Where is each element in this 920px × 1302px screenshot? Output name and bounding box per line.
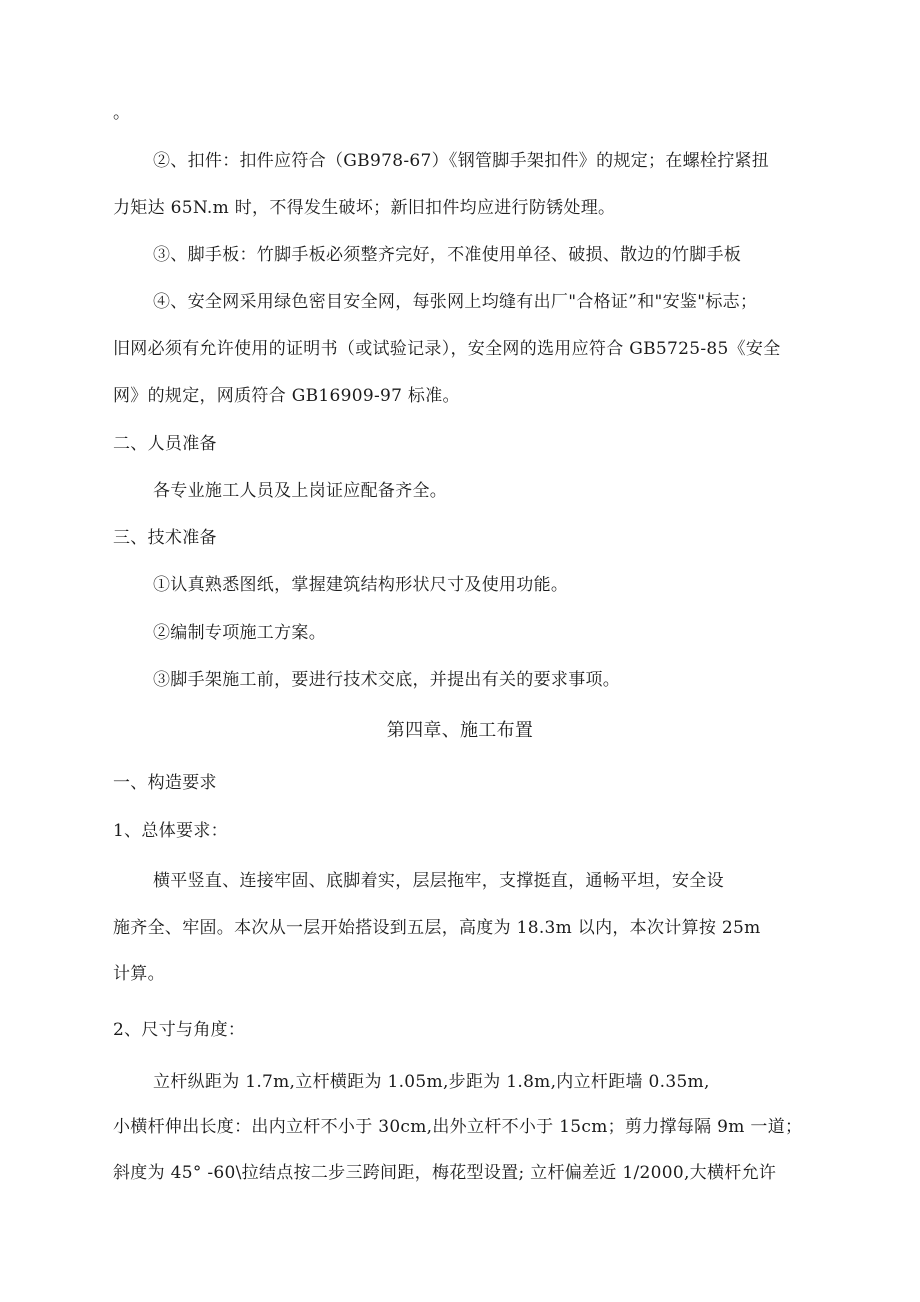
- section-heading-personnel: 二、人员准备: [113, 434, 217, 454]
- text-line-fasteners-cont: 力矩达 65N.m 时，不得发生破坏；新旧扣件均应进行防锈处理。: [113, 198, 616, 218]
- text-line-safety-net: ④、安全网采用绿色密目安全网，每张网上均缝有出厂"合格证”和"安鉴"标志；: [153, 292, 758, 312]
- text-line-general-1: 横平竖直、连接牢固、底脚着实，层层拖牢，支撑挺直，通畅平坦，安全设: [153, 871, 724, 891]
- text-line-dimensions-1: 立杆纵距为 1.7m,立杆横距为 1.05m,步距为 1.8m,内立杆距墙 0.35m,: [153, 1072, 710, 1092]
- text-line-technical-2: ②编制专项施工方案。: [153, 623, 326, 643]
- text-line-fragment: 。: [113, 103, 131, 123]
- chapter-title: 第四章、施工布置: [386, 720, 534, 741]
- text-line-general-3: 计算。: [113, 964, 165, 984]
- text-line-personnel: 各专业施工人员及上岗证应配备齐全。: [153, 481, 448, 501]
- text-line-fasteners: ②、扣件：扣件应符合（GB978-67）《钢管脚手架扣件》的规定；在螺栓拧紧扭: [153, 151, 770, 171]
- section-heading-technical: 三、技术准备: [113, 528, 217, 548]
- text-line-technical-3: ③脚手架施工前，要进行技术交底，并提出有关的要求事项。: [153, 670, 621, 690]
- subheading-general: 1、总体要求：: [113, 821, 228, 841]
- text-line-general-2: 施齐全、牢固。本次从一层开始搭设到五层，高度为 18.3m 以内，本次计算按 25m: [113, 918, 761, 938]
- section-heading-construction: 一、构造要求: [113, 773, 217, 793]
- text-line-scaffold-board: ③、脚手板：竹脚手板必须整齐完好，不准使用单径、破损、散边的竹脚手板: [153, 245, 742, 265]
- text-line-safety-net-cont1: 旧网必须有允许使用的证明书（或试验记录），安全网的选用应符合 GB5725-85《安全: [113, 339, 781, 359]
- text-line-technical-1: ①认真熟悉图纸，掌握建筑结构形状尺寸及使用功能。: [153, 575, 569, 595]
- text-line-dimensions-2: 小横杆伸出长度：出内立杆不小于 30cm,出外立杆不小于 15cm；剪力撑每隔 9m 一道；: [113, 1117, 803, 1137]
- text-line-safety-net-cont2: 网》的规定，网质符合 GB16909-97 标准。: [113, 386, 460, 406]
- text-line-dimensions-3: 斜度为 45° -60\拉结点按二步三跨间距，梅花型设置; 立杆偏差近 1/2000,大横杆允许: [113, 1163, 777, 1183]
- subheading-dimensions: 2、尺寸与角度：: [113, 1020, 246, 1040]
